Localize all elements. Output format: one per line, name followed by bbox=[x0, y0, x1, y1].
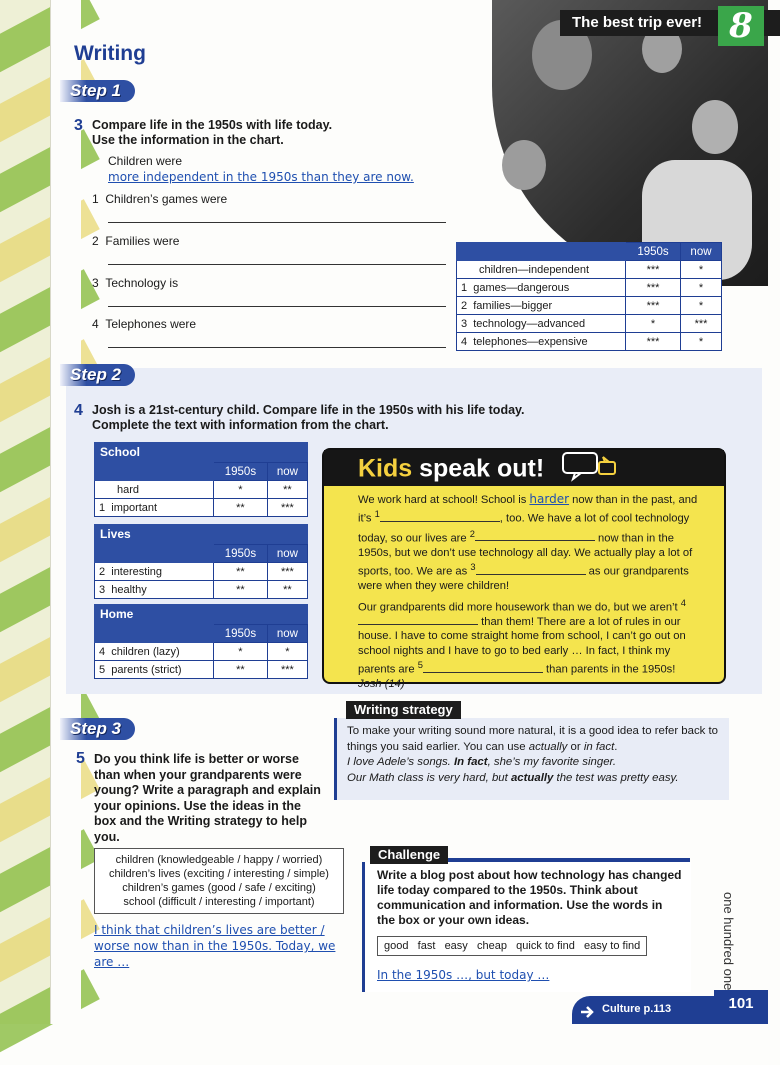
q3-number: 3 bbox=[74, 117, 83, 134]
example-stem: Children were bbox=[108, 154, 183, 168]
q4-number: 4 bbox=[74, 402, 83, 419]
table-home-title: Home bbox=[94, 604, 308, 624]
col-now: now bbox=[680, 243, 721, 261]
unit-title: The best trip ever! bbox=[560, 10, 780, 36]
page-number: 101 bbox=[714, 990, 768, 1024]
table-lives: Lives 1950s now 2 interesting ** *** 3 healthy ** ** bbox=[94, 524, 308, 599]
answer-line-1[interactable] bbox=[108, 222, 446, 223]
answer-line-3[interactable] bbox=[108, 306, 446, 307]
idea-item: school (difficult / interesting / important) bbox=[123, 896, 315, 908]
table-row: 5 parents (strict) ** *** bbox=[95, 661, 308, 679]
strategy-text: To make your writing sound more natural, it is a good idea to refer back to things you said earlier. You can use actually or in fact. bbox=[347, 725, 719, 753]
idea-item: children’s games (good / safe / exciting) bbox=[122, 882, 316, 894]
table-row: 2 interesting ** *** bbox=[95, 563, 308, 581]
idea-item: children (knowledgeable / happy / worried) bbox=[115, 854, 323, 866]
table-row: 3 technology—advanced * *** bbox=[457, 315, 722, 333]
answer-line-2[interactable] bbox=[108, 264, 446, 265]
table-lives-title: Lives bbox=[94, 524, 308, 544]
q4-instruction-2: Complete the text with information from the chart. bbox=[92, 418, 389, 432]
challenge-box bbox=[362, 862, 691, 992]
idea-item: children’s lives (exciting / interesting / simple) bbox=[109, 868, 329, 880]
gap-5[interactable] bbox=[423, 672, 543, 673]
writing-strategy-label: Writing strategy bbox=[346, 701, 461, 719]
gap-2[interactable] bbox=[475, 540, 595, 541]
table-row: hard * ** bbox=[95, 481, 308, 499]
q4-instruction: Josh is a 21st-century child. Compare life in the 1950s with his life today. bbox=[92, 403, 525, 417]
challenge-label: Challenge bbox=[370, 846, 448, 864]
q3-instruction: Compare life in the 1950s with life today. bbox=[92, 118, 333, 132]
q5-number: 5 bbox=[76, 750, 85, 767]
table-school-title: School bbox=[94, 442, 308, 462]
table-school: School 1950s now hard * ** 1 important ** *** bbox=[94, 442, 308, 517]
answer-line-4[interactable] bbox=[108, 347, 446, 348]
table-home: Home 1950s now 4 children (lazy) * * 5 parents (strict) ** *** bbox=[94, 604, 308, 679]
step3-model-answer: I think that children’s lives are better / worse now than in the 1950s. Today, we are … bbox=[94, 923, 336, 969]
speech-bubble-icon bbox=[561, 450, 617, 490]
kids-speak-out-box bbox=[322, 448, 726, 691]
culture-link[interactable]: Culture p.113 bbox=[572, 996, 742, 1024]
chart-1950s-vs-now bbox=[456, 242, 722, 351]
kids-paragraph-1: We work hard at school! School is harder now than in the past, and it’s $^1$ , too. We have a lot of cool technology today, so our lives are $^2$ now than in the 1950s, but we don’t use technology all day. We actually play a lot of sports, too. We are as $^3$ as our grandparents were when they were children! bbox=[358, 492, 698, 593]
table-row: 1 games—dangerous *** * bbox=[457, 279, 722, 297]
section-title: Writing bbox=[74, 42, 146, 65]
kids-speak-out-title: Kids speak out! bbox=[324, 450, 724, 486]
table-row: 4 telephones—expensive *** * bbox=[457, 333, 722, 351]
gap-3[interactable] bbox=[476, 574, 586, 575]
words-box: good fast easy cheap quick to find easy to find bbox=[377, 936, 647, 956]
challenge-model-answer: In the 1950s …, but today … bbox=[377, 968, 550, 982]
q3-item-3: 3 Technology is bbox=[92, 276, 179, 290]
step3-label: Step 3 bbox=[60, 718, 135, 740]
q3-item-2: 2 Families were bbox=[92, 234, 180, 248]
table-row: 3 healthy ** ** bbox=[95, 581, 308, 599]
table-row: 4 children (lazy) * * bbox=[95, 643, 308, 661]
table-row: 1 important ** *** bbox=[95, 499, 308, 517]
example-gap-answer: harder bbox=[529, 492, 570, 506]
q5-question: Do you think life is better or worse than when your grandparents were young? Write a paragraph and explain your opinions. Use the ideas in the box and the Writing strategy to help you. bbox=[94, 752, 321, 844]
arrow-right-icon bbox=[580, 1003, 596, 1029]
strategy-example-1: I love Adele’s songs. In fact, she’s my favorite singer. bbox=[347, 756, 617, 768]
table-row: 2 families—bigger *** * bbox=[457, 297, 722, 315]
example-answer: more independent in the 1950s than they are now. bbox=[108, 170, 414, 184]
challenge-text: Write a blog post about how technology has changed life today compared to the 1950s. Think about communication and information. Use the words in the box or your own ideas. bbox=[377, 868, 682, 927]
writing-strategy-box bbox=[334, 718, 729, 800]
gap-1[interactable] bbox=[380, 521, 500, 522]
ideas-box bbox=[94, 848, 344, 914]
kids-paragraph-2: Our grandparents did more housework than we do, but we aren’t $^4$ than them! There are a lot of rules in our house. I have to come straight home from school, I can’t go out on school nights and I have to go to bed early … In fact, I think my parents are $^5$ than parents in the 1950s! bbox=[358, 597, 686, 676]
kids-signature: Josh (14) bbox=[358, 678, 405, 691]
kids-text bbox=[324, 486, 724, 692]
q3-item-4: 4 Telephones were bbox=[92, 317, 197, 331]
table-row: children—independent *** * bbox=[457, 261, 722, 279]
unit-number: 8 bbox=[718, 6, 764, 46]
strategy-example-2: Our Math class is very hard, but actually the test was pretty easy. bbox=[347, 771, 679, 784]
col-1950s: 1950s bbox=[626, 243, 681, 261]
step2-label: Step 2 bbox=[60, 364, 135, 386]
gap-4[interactable] bbox=[358, 624, 478, 625]
page-number-words: one hundred one bbox=[721, 892, 736, 991]
q3-instruction-2: Use the information in the chart. bbox=[92, 133, 284, 147]
q3-item-1: 1 Children’s games were bbox=[92, 192, 228, 206]
step1-label: Step 1 bbox=[60, 80, 135, 102]
